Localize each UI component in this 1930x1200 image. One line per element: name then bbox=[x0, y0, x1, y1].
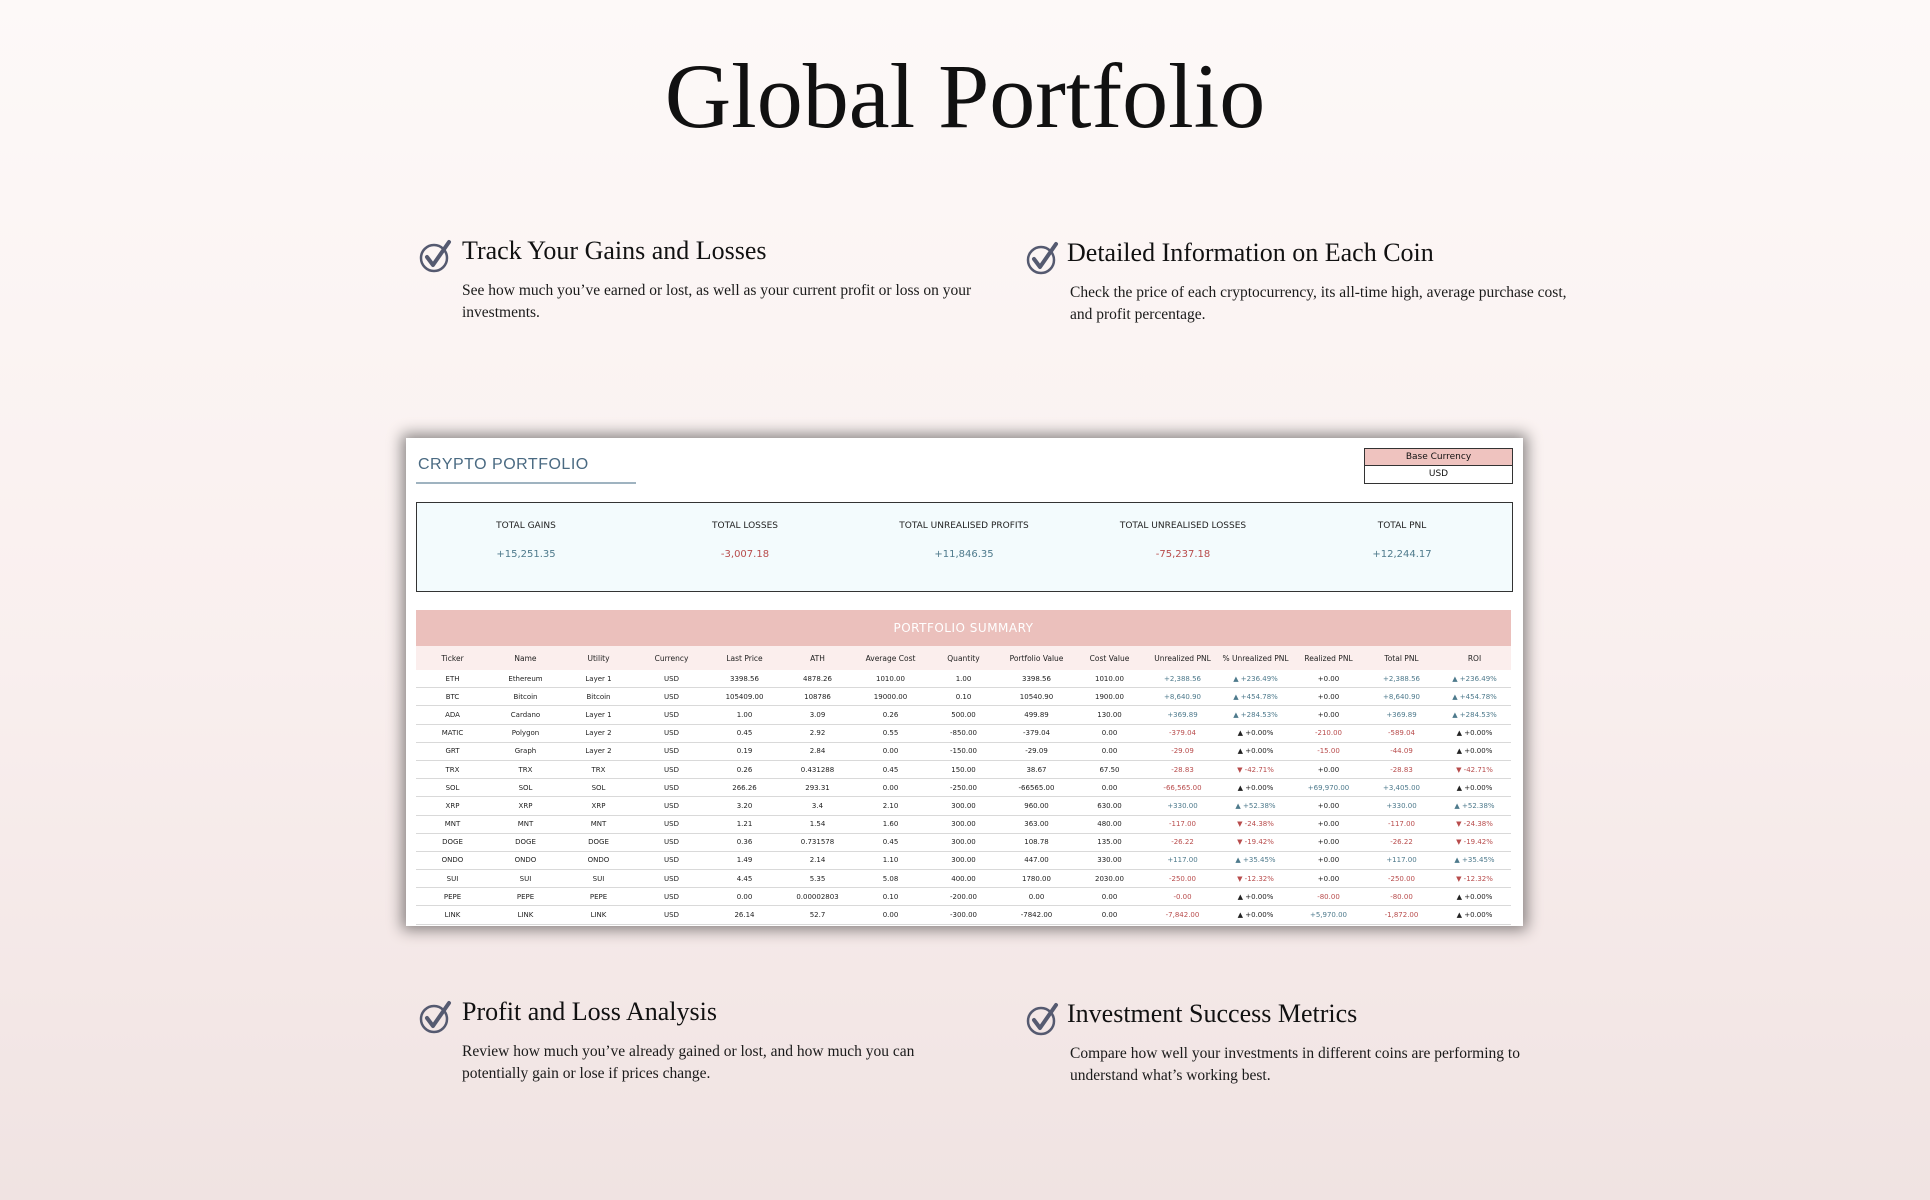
table-cell[interactable]: ▲ +0.00% bbox=[1219, 906, 1292, 924]
column-header[interactable]: Last Price bbox=[708, 646, 781, 670]
table-cell[interactable]: 400.00 bbox=[927, 870, 1000, 888]
table-cell[interactable]: 0.10 bbox=[927, 688, 1000, 706]
table-cell[interactable]: 0.00 bbox=[1000, 888, 1073, 906]
checkmark-circle-icon bbox=[1025, 1001, 1061, 1037]
table-cell[interactable]: USD bbox=[635, 779, 708, 797]
table-cell[interactable]: 1900.00 bbox=[1073, 688, 1146, 706]
table-cell[interactable]: 0.55 bbox=[854, 724, 927, 742]
table-cell[interactable]: ▲ +0.00% bbox=[1438, 724, 1511, 742]
title-underline bbox=[416, 482, 636, 484]
table-cell[interactable]: 1.60 bbox=[854, 815, 927, 833]
table-cell[interactable]: SUI bbox=[562, 870, 635, 888]
table-cell[interactable]: 10540.90 bbox=[1000, 688, 1073, 706]
table-cell[interactable]: -210.00 bbox=[1292, 724, 1365, 742]
table-row[interactable] bbox=[416, 833, 1511, 851]
table-cell[interactable]: ▲ +0.00% bbox=[1219, 742, 1292, 760]
table-cell[interactable]: -80.00 bbox=[1292, 888, 1365, 906]
total-value: -75,237.18 bbox=[1155, 549, 1211, 560]
table-cell[interactable]: Ethereum bbox=[489, 670, 562, 688]
table-cell[interactable]: 67.50 bbox=[1073, 760, 1146, 778]
table-cell[interactable]: USD bbox=[635, 833, 708, 851]
table-cell[interactable]: -26.22 bbox=[1365, 833, 1438, 851]
table-cell[interactable]: -850.00 bbox=[927, 724, 1000, 742]
table-cell[interactable]: Cardano bbox=[489, 706, 562, 724]
table-cell[interactable]: BTC bbox=[416, 688, 489, 706]
table-cell[interactable]: MNT bbox=[416, 815, 489, 833]
table-cell[interactable]: 2.92 bbox=[781, 724, 854, 742]
table-cell[interactable]: ▲ +454.78% bbox=[1438, 688, 1511, 706]
total-gains bbox=[426, 521, 626, 560]
table-cell[interactable]: ONDO bbox=[562, 851, 635, 869]
table-cell[interactable]: +0.00 bbox=[1292, 706, 1365, 724]
page-title: Global Portfolio bbox=[664, 45, 1266, 147]
table-cell[interactable]: Layer 2 bbox=[562, 742, 635, 760]
table-cell[interactable]: 2030.00 bbox=[1073, 870, 1146, 888]
table-cell[interactable]: MNT bbox=[489, 815, 562, 833]
table-cell[interactable]: 300.00 bbox=[927, 833, 1000, 851]
table-cell[interactable]: 1.10 bbox=[854, 851, 927, 869]
table-cell[interactable]: 0.45 bbox=[708, 724, 781, 742]
checkmark-circle-icon bbox=[418, 999, 454, 1035]
table-cell[interactable]: +0.00 bbox=[1292, 670, 1365, 688]
feature-description: Check the price of each cryptocurrency, its all-time high, average purchase cost, and profit percentage. bbox=[1070, 284, 1567, 323]
column-header[interactable]: ATH bbox=[781, 646, 854, 670]
column-header[interactable]: % Unrealized PNL bbox=[1219, 646, 1292, 670]
table-cell[interactable]: 26.14 bbox=[708, 906, 781, 924]
feature-description: Review how much you’ve already gained or lost, and how much you can potentially gain or lose if prices change. bbox=[462, 1043, 915, 1082]
column-header[interactable]: Currency bbox=[635, 646, 708, 670]
table-cell[interactable]: 108.78 bbox=[1000, 833, 1073, 851]
table-cell[interactable]: LINK bbox=[489, 906, 562, 924]
table-cell[interactable]: -150.00 bbox=[927, 742, 1000, 760]
table-cell[interactable]: SOL bbox=[416, 779, 489, 797]
feature-description: See how much you’ve earned or lost, as well as your current profit or loss on your investments. bbox=[462, 282, 972, 321]
table-cell[interactable]: ▼ -42.71% bbox=[1438, 760, 1511, 778]
table-cell[interactable]: ▼ -24.38% bbox=[1219, 815, 1292, 833]
base-currency-box bbox=[1364, 448, 1513, 484]
table-cell[interactable]: -379.04 bbox=[1146, 724, 1219, 742]
table-cell[interactable]: ONDO bbox=[416, 851, 489, 869]
table-cell[interactable]: SOL bbox=[489, 779, 562, 797]
table-cell[interactable]: 3398.56 bbox=[1000, 670, 1073, 688]
table-cell[interactable]: ▲ +0.00% bbox=[1219, 888, 1292, 906]
table-cell[interactable]: -1,872.00 bbox=[1365, 906, 1438, 924]
table-cell[interactable]: ▲ +52.38% bbox=[1219, 797, 1292, 815]
table-cell[interactable]: +0.00 bbox=[1292, 815, 1365, 833]
table-cell[interactable]: +69,970.00 bbox=[1292, 779, 1365, 797]
portfolio-table-wrap bbox=[416, 646, 1511, 925]
table-cell[interactable]: -66,565.00 bbox=[1146, 779, 1219, 797]
table-cell[interactable]: USD bbox=[635, 760, 708, 778]
table-cell[interactable]: -26.22 bbox=[1146, 833, 1219, 851]
table-row[interactable] bbox=[416, 760, 1511, 778]
total-value: +11,846.35 bbox=[934, 549, 994, 560]
table-cell[interactable]: 0.00002803 bbox=[781, 888, 854, 906]
table-cell[interactable]: -7,842.00 bbox=[1146, 906, 1219, 924]
table-cell[interactable]: TRX bbox=[562, 760, 635, 778]
table-cell[interactable]: 0.00 bbox=[1073, 906, 1146, 924]
column-header[interactable]: Total PNL bbox=[1365, 646, 1438, 670]
table-cell[interactable]: +8,640.90 bbox=[1365, 688, 1438, 706]
table-cell[interactable]: Bitcoin bbox=[489, 688, 562, 706]
table-cell[interactable]: USD bbox=[635, 688, 708, 706]
table-cell[interactable]: ▼ -19.42% bbox=[1438, 833, 1511, 851]
table-cell[interactable]: LINK bbox=[416, 906, 489, 924]
total-value: -3,007.18 bbox=[720, 549, 770, 560]
table-cell[interactable]: 108786 bbox=[781, 688, 854, 706]
table-cell[interactable]: 0.26 bbox=[708, 760, 781, 778]
table-row[interactable] bbox=[416, 797, 1511, 815]
table-cell[interactable]: 0.36 bbox=[708, 833, 781, 851]
table-cell[interactable]: ETH bbox=[416, 670, 489, 688]
table-cell[interactable]: 0.00 bbox=[854, 906, 927, 924]
table-cell[interactable]: USD bbox=[635, 851, 708, 869]
table-cell[interactable]: 0.00 bbox=[854, 742, 927, 760]
totals-panel bbox=[416, 502, 1513, 592]
table-cell[interactable]: +330.00 bbox=[1146, 797, 1219, 815]
table-cell[interactable]: 0.45 bbox=[854, 833, 927, 851]
column-header[interactable]: Unrealized PNL bbox=[1146, 646, 1219, 670]
table-cell[interactable]: +2,388.56 bbox=[1146, 670, 1219, 688]
table-cell[interactable]: USD bbox=[635, 906, 708, 924]
table-cell[interactable]: +369.89 bbox=[1146, 706, 1219, 724]
table-cell[interactable]: 447.00 bbox=[1000, 851, 1073, 869]
table-cell[interactable]: ▲ +52.38% bbox=[1438, 797, 1511, 815]
table-row[interactable] bbox=[416, 706, 1511, 724]
table-cell[interactable]: USD bbox=[635, 706, 708, 724]
table-cell[interactable]: DOGE bbox=[489, 833, 562, 851]
table-cell[interactable]: 1780.00 bbox=[1000, 870, 1073, 888]
table-cell[interactable]: ▲ +0.00% bbox=[1219, 724, 1292, 742]
table-cell[interactable]: 300.00 bbox=[927, 851, 1000, 869]
table-cell[interactable]: ▲ +35.45% bbox=[1438, 851, 1511, 869]
table-row[interactable] bbox=[416, 779, 1511, 797]
table-cell[interactable]: ▼ -12.32% bbox=[1438, 870, 1511, 888]
feature-description: Compare how well your investments in different coins are performing to understand what’s working best. bbox=[1070, 1045, 1520, 1084]
table-cell[interactable]: ▲ +0.00% bbox=[1438, 742, 1511, 760]
table-cell[interactable]: 0.00 bbox=[1073, 888, 1146, 906]
table-cell[interactable]: +0.00 bbox=[1292, 833, 1365, 851]
table-cell[interactable]: +0.00 bbox=[1292, 870, 1365, 888]
table-cell[interactable]: ▲ +0.00% bbox=[1219, 779, 1292, 797]
table-cell[interactable]: +5,970.00 bbox=[1292, 906, 1365, 924]
table-cell[interactable]: 0.26 bbox=[854, 706, 927, 724]
table-cell[interactable]: +2,388.56 bbox=[1365, 670, 1438, 688]
table-cell[interactable]: TRX bbox=[489, 760, 562, 778]
table-row[interactable] bbox=[416, 724, 1511, 742]
table-cell[interactable]: Bitcoin bbox=[562, 688, 635, 706]
table-cell[interactable]: -250.00 bbox=[1365, 870, 1438, 888]
table-body bbox=[416, 670, 1511, 924]
table-row[interactable] bbox=[416, 851, 1511, 869]
column-header[interactable]: Name bbox=[489, 646, 562, 670]
table-cell[interactable]: 0.00 bbox=[1073, 779, 1146, 797]
table-cell[interactable]: ADA bbox=[416, 706, 489, 724]
table-cell[interactable]: SUI bbox=[416, 870, 489, 888]
table-cell[interactable]: USD bbox=[635, 724, 708, 742]
table-cell[interactable]: +0.00 bbox=[1292, 760, 1365, 778]
table-cell[interactable]: 2.10 bbox=[854, 797, 927, 815]
table-cell[interactable]: SUI bbox=[489, 870, 562, 888]
table-cell[interactable]: +369.89 bbox=[1365, 706, 1438, 724]
table-cell[interactable]: ▲ +454.78% bbox=[1219, 688, 1292, 706]
table-cell[interactable]: ONDO bbox=[489, 851, 562, 869]
table-cell[interactable]: ▼ -24.38% bbox=[1438, 815, 1511, 833]
feature-title: Investment Success Metrics bbox=[1067, 999, 1358, 1028]
table-row[interactable] bbox=[416, 742, 1511, 760]
table-cell[interactable]: 480.00 bbox=[1073, 815, 1146, 833]
table-cell[interactable]: ▼ -42.71% bbox=[1219, 760, 1292, 778]
column-header[interactable]: Utility bbox=[562, 646, 635, 670]
table-cell[interactable]: 150.00 bbox=[927, 760, 1000, 778]
table-cell[interactable]: ▲ +0.00% bbox=[1438, 779, 1511, 797]
table-cell[interactable]: LINK bbox=[562, 906, 635, 924]
table-cell[interactable]: 105409.00 bbox=[708, 688, 781, 706]
table-cell[interactable]: ▲ +35.45% bbox=[1219, 851, 1292, 869]
table-cell[interactable]: GRT bbox=[416, 742, 489, 760]
table-cell[interactable]: 0.731578 bbox=[781, 833, 854, 851]
table-cell[interactable]: +0.00 bbox=[1292, 688, 1365, 706]
table-cell[interactable]: +117.00 bbox=[1365, 851, 1438, 869]
table-cell[interactable]: ▲ +0.00% bbox=[1438, 888, 1511, 906]
table-cell[interactable]: DOGE bbox=[416, 833, 489, 851]
table-cell[interactable]: 1.00 bbox=[708, 706, 781, 724]
table-cell[interactable]: 3398.56 bbox=[708, 670, 781, 688]
table-cell[interactable]: +3,405.00 bbox=[1365, 779, 1438, 797]
table-cell[interactable]: XRP bbox=[562, 797, 635, 815]
table-cell[interactable]: -80.00 bbox=[1365, 888, 1438, 906]
table-cell[interactable]: 3.20 bbox=[708, 797, 781, 815]
table-cell[interactable]: 135.00 bbox=[1073, 833, 1146, 851]
table-cell[interactable]: TRX bbox=[416, 760, 489, 778]
table-cell[interactable]: -250.00 bbox=[1146, 870, 1219, 888]
table-cell[interactable]: SOL bbox=[562, 779, 635, 797]
table-cell[interactable]: +330.00 bbox=[1365, 797, 1438, 815]
table-row[interactable] bbox=[416, 870, 1511, 888]
table-cell[interactable]: +0.00 bbox=[1292, 851, 1365, 869]
column-header[interactable]: Portfolio Value bbox=[1000, 646, 1073, 670]
table-cell[interactable]: 500.00 bbox=[927, 706, 1000, 724]
table-row[interactable] bbox=[416, 688, 1511, 706]
table-cell[interactable]: PEPE bbox=[562, 888, 635, 906]
sheet-title: CRYPTO PORTFOLIO bbox=[418, 456, 589, 473]
table-row[interactable] bbox=[416, 815, 1511, 833]
table-cell[interactable]: -28.83 bbox=[1365, 760, 1438, 778]
table-cell[interactable]: 4878.26 bbox=[781, 670, 854, 688]
table-cell[interactable]: PEPE bbox=[489, 888, 562, 906]
table-cell[interactable]: 0.431288 bbox=[781, 760, 854, 778]
table-cell[interactable]: ▲ +284.53% bbox=[1219, 706, 1292, 724]
table-cell[interactable]: USD bbox=[635, 670, 708, 688]
table-cell[interactable]: 5.35 bbox=[781, 870, 854, 888]
table-cell[interactable]: 1.21 bbox=[708, 815, 781, 833]
table-cell[interactable]: +117.00 bbox=[1146, 851, 1219, 869]
total-label: TOTAL UNREALISED LOSSES bbox=[1119, 521, 1247, 531]
total-pnl bbox=[1302, 521, 1502, 560]
portfolio-summary-header: PORTFOLIO SUMMARY bbox=[416, 610, 1511, 646]
table-cell[interactable]: 630.00 bbox=[1073, 797, 1146, 815]
table-cell[interactable]: ▲ +236.49% bbox=[1219, 670, 1292, 688]
column-header[interactable]: Average Cost bbox=[854, 646, 927, 670]
table-cell[interactable]: 0.10 bbox=[854, 888, 927, 906]
feature-title: Profit and Loss Analysis bbox=[462, 997, 717, 1026]
table-cell[interactable]: Polygon bbox=[489, 724, 562, 742]
table-cell[interactable]: 499.89 bbox=[1000, 706, 1073, 724]
table-cell[interactable]: 0.00 bbox=[1073, 724, 1146, 742]
table-cell[interactable]: -29.09 bbox=[1146, 742, 1219, 760]
table-cell[interactable]: -28.83 bbox=[1146, 760, 1219, 778]
table-cell[interactable]: 38.67 bbox=[1000, 760, 1073, 778]
total-unrealised-profits bbox=[864, 521, 1064, 560]
table-cell[interactable]: -250.00 bbox=[927, 779, 1000, 797]
table-cell[interactable]: -15.00 bbox=[1292, 742, 1365, 760]
portfolio-table bbox=[416, 646, 1511, 925]
table-cell[interactable]: -117.00 bbox=[1146, 815, 1219, 833]
checkmark-circle-icon bbox=[1025, 240, 1061, 276]
table-cell[interactable]: 266.26 bbox=[708, 779, 781, 797]
total-value: +12,244.17 bbox=[1372, 549, 1432, 560]
total-label: TOTAL GAINS bbox=[496, 521, 556, 531]
table-cell[interactable]: Layer 1 bbox=[562, 706, 635, 724]
table-cell[interactable]: 330.00 bbox=[1073, 851, 1146, 869]
table-cell[interactable]: 3.4 bbox=[781, 797, 854, 815]
total-value: +15,251.35 bbox=[496, 549, 556, 560]
table-cell[interactable]: -0.00 bbox=[1146, 888, 1219, 906]
table-cell[interactable]: 19000.00 bbox=[854, 688, 927, 706]
table-row[interactable] bbox=[416, 670, 1511, 688]
table-cell[interactable]: -300.00 bbox=[927, 906, 1000, 924]
table-cell[interactable]: USD bbox=[635, 815, 708, 833]
table-cell[interactable]: 0.00 bbox=[708, 888, 781, 906]
base-currency-value[interactable]: USD bbox=[1428, 469, 1449, 479]
table-cell[interactable]: 1.49 bbox=[708, 851, 781, 869]
column-header[interactable]: Quantity bbox=[927, 646, 1000, 670]
table-cell[interactable]: 130.00 bbox=[1073, 706, 1146, 724]
table-cell[interactable]: DOGE bbox=[562, 833, 635, 851]
table-cell[interactable]: USD bbox=[635, 870, 708, 888]
table-cell[interactable]: 300.00 bbox=[927, 815, 1000, 833]
table-cell[interactable]: 2.84 bbox=[781, 742, 854, 760]
table-cell[interactable]: 363.00 bbox=[1000, 815, 1073, 833]
feature-title: Track Your Gains and Losses bbox=[462, 236, 767, 265]
table-cell[interactable]: 960.00 bbox=[1000, 797, 1073, 815]
table-cell[interactable]: ▲ +236.49% bbox=[1438, 670, 1511, 688]
table-cell[interactable]: USD bbox=[635, 797, 708, 815]
crypto-portfolio-sheet bbox=[406, 438, 1523, 926]
table-row[interactable] bbox=[416, 888, 1511, 906]
table-cell[interactable]: +8,640.90 bbox=[1146, 688, 1219, 706]
table-cell[interactable]: 1.00 bbox=[927, 670, 1000, 688]
total-losses bbox=[645, 521, 845, 560]
table-cell[interactable]: 52.7 bbox=[781, 906, 854, 924]
table-cell[interactable]: 0.00 bbox=[854, 779, 927, 797]
table-cell[interactable]: USD bbox=[635, 742, 708, 760]
column-header[interactable]: Cost Value bbox=[1073, 646, 1146, 670]
table-cell[interactable]: 0.45 bbox=[854, 760, 927, 778]
table-cell[interactable]: MATIC bbox=[416, 724, 489, 742]
table-cell[interactable]: ▼ -19.42% bbox=[1219, 833, 1292, 851]
table-cell[interactable]: 3.09 bbox=[781, 706, 854, 724]
column-header[interactable]: Ticker bbox=[416, 646, 489, 670]
table-cell[interactable]: Layer 1 bbox=[562, 670, 635, 688]
table-cell[interactable]: +0.00 bbox=[1292, 797, 1365, 815]
checkmark-circle-icon bbox=[418, 238, 454, 274]
base-currency-label: Base Currency bbox=[1365, 449, 1512, 466]
table-cell[interactable]: -66565.00 bbox=[1000, 779, 1073, 797]
table-cell[interactable]: 1010.00 bbox=[854, 670, 927, 688]
table-cell[interactable]: ▲ +0.00% bbox=[1438, 906, 1511, 924]
total-unrealised-losses bbox=[1083, 521, 1283, 560]
table-cell[interactable]: -379.04 bbox=[1000, 724, 1073, 742]
table-cell[interactable]: 1010.00 bbox=[1073, 670, 1146, 688]
table-cell[interactable]: Layer 2 bbox=[562, 724, 635, 742]
table-cell[interactable]: 0.19 bbox=[708, 742, 781, 760]
feature-title: Detailed Information on Each Coin bbox=[1067, 238, 1434, 267]
table-cell[interactable]: -117.00 bbox=[1365, 815, 1438, 833]
table-cell[interactable]: -44.09 bbox=[1365, 742, 1438, 760]
table-cell[interactable]: 0.00 bbox=[1073, 742, 1146, 760]
table-cell[interactable]: PEPE bbox=[416, 888, 489, 906]
total-label: TOTAL PNL bbox=[1377, 521, 1427, 531]
table-cell[interactable]: 293.31 bbox=[781, 779, 854, 797]
table-cell[interactable]: ▼ -12.32% bbox=[1219, 870, 1292, 888]
table-cell[interactable]: XRP bbox=[489, 797, 562, 815]
table-cell[interactable]: 2.14 bbox=[781, 851, 854, 869]
table-cell[interactable]: -200.00 bbox=[927, 888, 1000, 906]
column-header[interactable]: Realized PNL bbox=[1292, 646, 1365, 670]
table-cell[interactable]: 5.08 bbox=[854, 870, 927, 888]
table-header-row bbox=[416, 646, 1511, 670]
total-label: TOTAL UNREALISED PROFITS bbox=[899, 521, 1029, 531]
table-cell[interactable]: ▲ +284.53% bbox=[1438, 706, 1511, 724]
table-cell[interactable]: USD bbox=[635, 888, 708, 906]
column-header[interactable]: ROI bbox=[1438, 646, 1511, 670]
table-cell[interactable]: -7842.00 bbox=[1000, 906, 1073, 924]
table-cell[interactable]: -589.04 bbox=[1365, 724, 1438, 742]
total-label: TOTAL LOSSES bbox=[711, 521, 778, 531]
table-cell[interactable]: Graph bbox=[489, 742, 562, 760]
table-cell[interactable]: XRP bbox=[416, 797, 489, 815]
table-cell[interactable]: MNT bbox=[562, 815, 635, 833]
table-row[interactable] bbox=[416, 906, 1511, 924]
table-cell[interactable]: 1.54 bbox=[781, 815, 854, 833]
table-cell[interactable]: 4.45 bbox=[708, 870, 781, 888]
table-cell[interactable]: -29.09 bbox=[1000, 742, 1073, 760]
table-cell[interactable]: 300.00 bbox=[927, 797, 1000, 815]
